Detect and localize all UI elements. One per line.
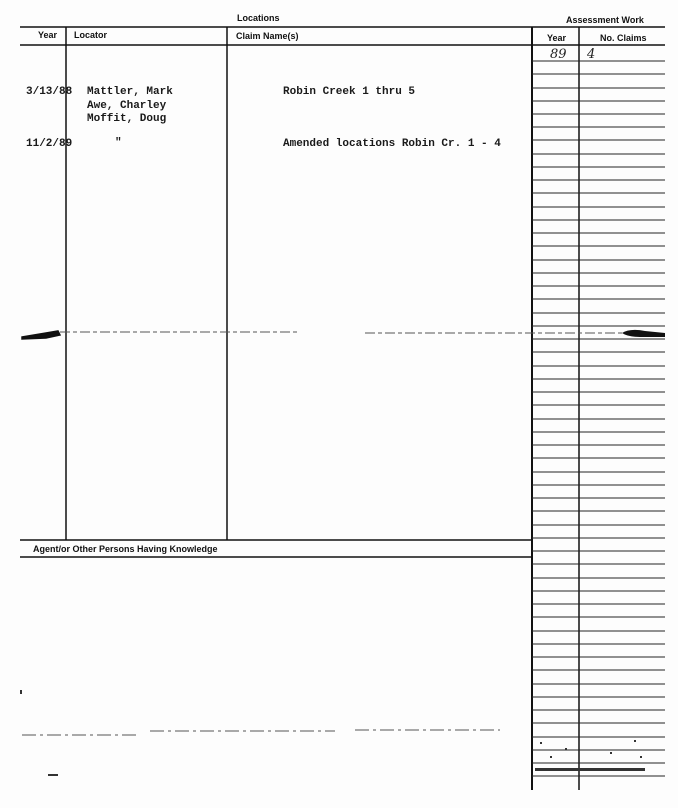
entry-claim-name: Amended locations Robin Cr. 1 - 4 bbox=[283, 138, 501, 150]
entry-date: 11/2/89 bbox=[26, 138, 73, 150]
assessment-year-column-header: Year bbox=[547, 33, 567, 43]
locator-name: Mattler, Mark bbox=[87, 86, 173, 98]
agent-section-header: Agent/or Other Persons Having Knowledge bbox=[33, 544, 218, 554]
entry-locators bbox=[87, 86, 173, 127]
assessment-year-value: 89 bbox=[550, 47, 567, 62]
fold-line bbox=[60, 332, 622, 333]
locator-name: Awe, Charley bbox=[87, 99, 167, 112]
entry-date: 3/13/88 bbox=[26, 86, 73, 98]
entry-locator-ditto: " bbox=[115, 137, 122, 149]
right-fold-marker bbox=[622, 330, 665, 337]
assessment-claims-value: 4 bbox=[587, 47, 596, 62]
year-column-header: Year bbox=[38, 30, 58, 40]
locator-name: Moffit, Doug bbox=[87, 113, 167, 125]
no-claims-column-header: No. Claims bbox=[600, 33, 647, 43]
assessment-ruled-rows bbox=[532, 61, 665, 776]
scan-artifact-lines bbox=[22, 730, 500, 735]
claim-names-column-header: Claim Name(s) bbox=[236, 31, 299, 41]
locator-column-header: Locator bbox=[74, 30, 108, 40]
locations-heading: Locations bbox=[237, 13, 280, 23]
entry-claim-name: Robin Creek 1 thru 5 bbox=[283, 86, 416, 98]
assessment-work-heading: Assessment Work bbox=[566, 15, 644, 25]
left-fold-marker bbox=[22, 331, 60, 339]
